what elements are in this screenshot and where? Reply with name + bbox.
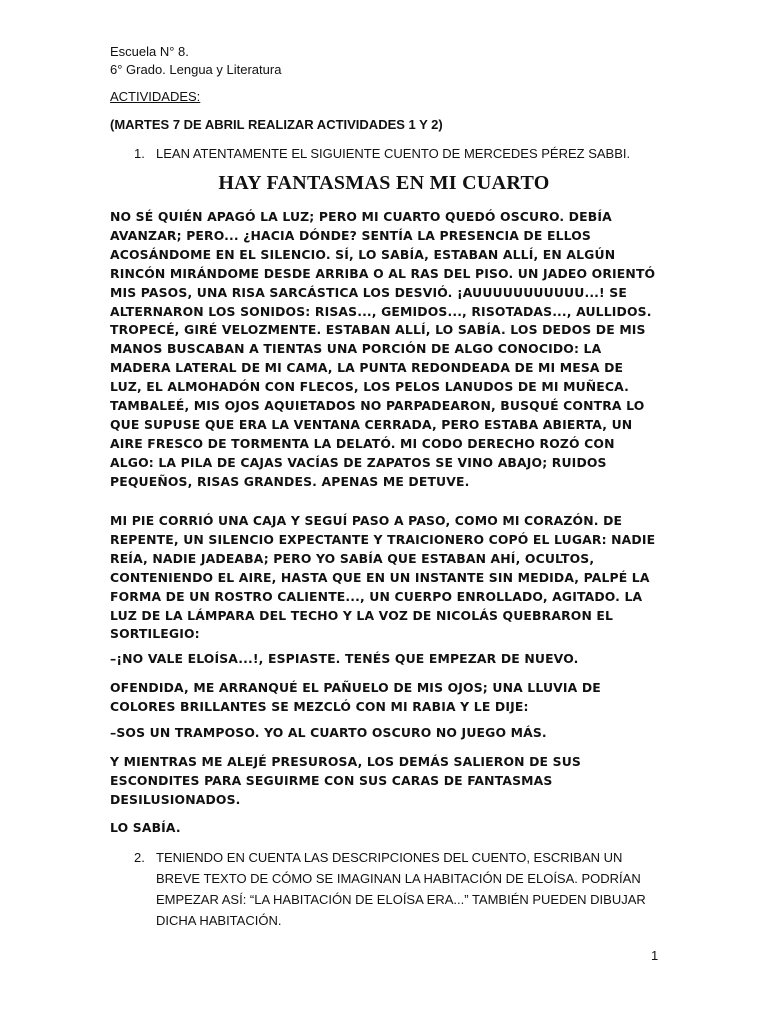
activity-item-1-text: LEAN ATENTAMENTE EL SIGUIENTE CUENTO DE MERCEDES PÉREZ SABBI. xyxy=(156,146,631,161)
date-note: (MARTES 7 DE ABRIL REALIZAR ACTIVIDADES 1 Y 2) xyxy=(110,117,443,132)
story-paragraph-7: LO SABÍA. xyxy=(110,820,181,835)
activity-item-1-number: 1. xyxy=(134,146,145,161)
story-title: HAY FANTASMAS EN MI CUARTO xyxy=(218,172,550,194)
activities-label: ACTIVIDADES: xyxy=(110,89,201,104)
activity-item-2-text: TENIENDO EN CUENTA LAS DESCRIPCIONES DEL CUENTO, ESCRIBAN UN BREVE TEXTO DE CÓMO SE IMAGINAN LA HABITACIÓN DE ELOÍSA. PODRÍAN EMPEZAR ASÍ: “LA HABITACIÓN DE ELOÍSA ERA...” TAMBIÉN PUEDEN DIBUJAR DICHA HABITACIÓN. xyxy=(156,850,646,928)
story-paragraph-2: MI PIE CORRIÓ UNA CAJA Y SEGUÍ PASO A PASO, COMO MI CORAZÓN. DE REPENTE, UN SILENCIO EXPECTANTE Y TRAICIONERO COPÓ EL LUGAR: NADIE REÍA, NADIE JADEABA; PERO YO SABÍA QUE ESTABAN AHÍ, OCULTOS, CONTENIENDO EL AIRE, HASTA QUE EN UN INSTANTE SIN MEDIDA, PALPÉ LA FORMA DE UN ROSTRO CALIENTE..., UN CUERPO ENROLLADO, AGITADO. LA LUZ DE LA LÁMPARA DEL TECHO Y LA VOZ DE NICOLÁS QUEBRARON EL SORTILEGIO: xyxy=(110,513,656,642)
activity-item-2 xyxy=(134,847,664,931)
school-name: Escuela N° 8. xyxy=(110,44,189,59)
story-paragraph-4: OFENDIDA, ME ARRANQUÉ EL PAÑUELO DE MIS OJOS; UNA LLUVIA DE COLORES BRILLANTES SE MEZCLÓ CON MI RABIA Y LE DIJE: xyxy=(110,680,601,714)
activity-item-2-number: 2. xyxy=(134,850,145,865)
grade-subject: 6° Grado. Lengua y Literatura xyxy=(110,62,282,77)
story-paragraph-3: –¡NO VALE ELOÍSA...!, ESPIASTE. TENÉS QUE EMPEZAR DE NUEVO. xyxy=(110,651,579,666)
activity-item-1 xyxy=(134,146,630,161)
story-paragraph-6: Y MIENTRAS ME ALEJÉ PRESUROSA, LOS DEMÁS SALIERON DE SUS ESCONDITES PARA SEGUIRME CON SUS CARAS DE FANTASMAS DESILUSIONADOS. xyxy=(110,754,581,807)
page-number: 1 xyxy=(651,948,659,963)
story-paragraph-5: –SOS UN TRAMPOSO. YO AL CUARTO OSCURO NO JUEGO MÁS. xyxy=(110,725,547,740)
story-paragraph-1: NO SÉ QUIÉN APAGÓ LA LUZ; PERO MI CUARTO QUEDÓ OSCURO. DEBÍA AVANZAR; PERO... ¿HACIA DÓNDE? SENTÍA LA PRESENCIA DE ELLOS ACOSÁNDOME EN EL SILENCIO. SÍ, LO SABÍA, ESTABAN ALLÍ, EN ALGÚN RINCÓN MIRÁNDOME DESDE ARRIBA O AL RAS DEL PISO. UN JADEO ORIENTÓ MIS PASOS, UNA RISA SARCÁSTICA LOS DESVIÓ. ¡AUUUUUUUUUUU...! SE ALTERNARON LOS SONIDOS: RISAS..., GEMIDOS..., RISOTADAS..., AULLIDOS. TROPECÉ, GIRÉ VELOZMENTE. ESTABAN ALLÍ, LO SABÍA. LOS DEDOS DE MIS MANOS BUSCABAN A TIENTAS UNA PORCIÓN DE ALGO CONOCIDO: LA MADERA LATERAL DE MI CAMA, LA PUNTA REDONDEADA DE MI MESA DE LUZ, EL ALMOHADÓN CON FLECOS, LOS PELOS LANUDOS DE MI MUÑECA. TAMBALEÉ, MIS OJOS AQUIETADOS NO PARPADEARON, BUSQUÉ CONTRA LO QUE SUPUSE QUE ERA LA VENTANA CERRADA, PERO ESTABA ABIERTA, UN AIRE FRESCO DE TORMENTA LA DELATÓ. MI CODO DERECHO ROZÓ CON ALGO: LA PILA DE CAJAS VACÍAS DE ZAPATOS SE VINO ABAJO; RUIDOS PEQUEÑOS, RISAS GRANDES. APENAS ME DETUVE. xyxy=(110,209,656,489)
